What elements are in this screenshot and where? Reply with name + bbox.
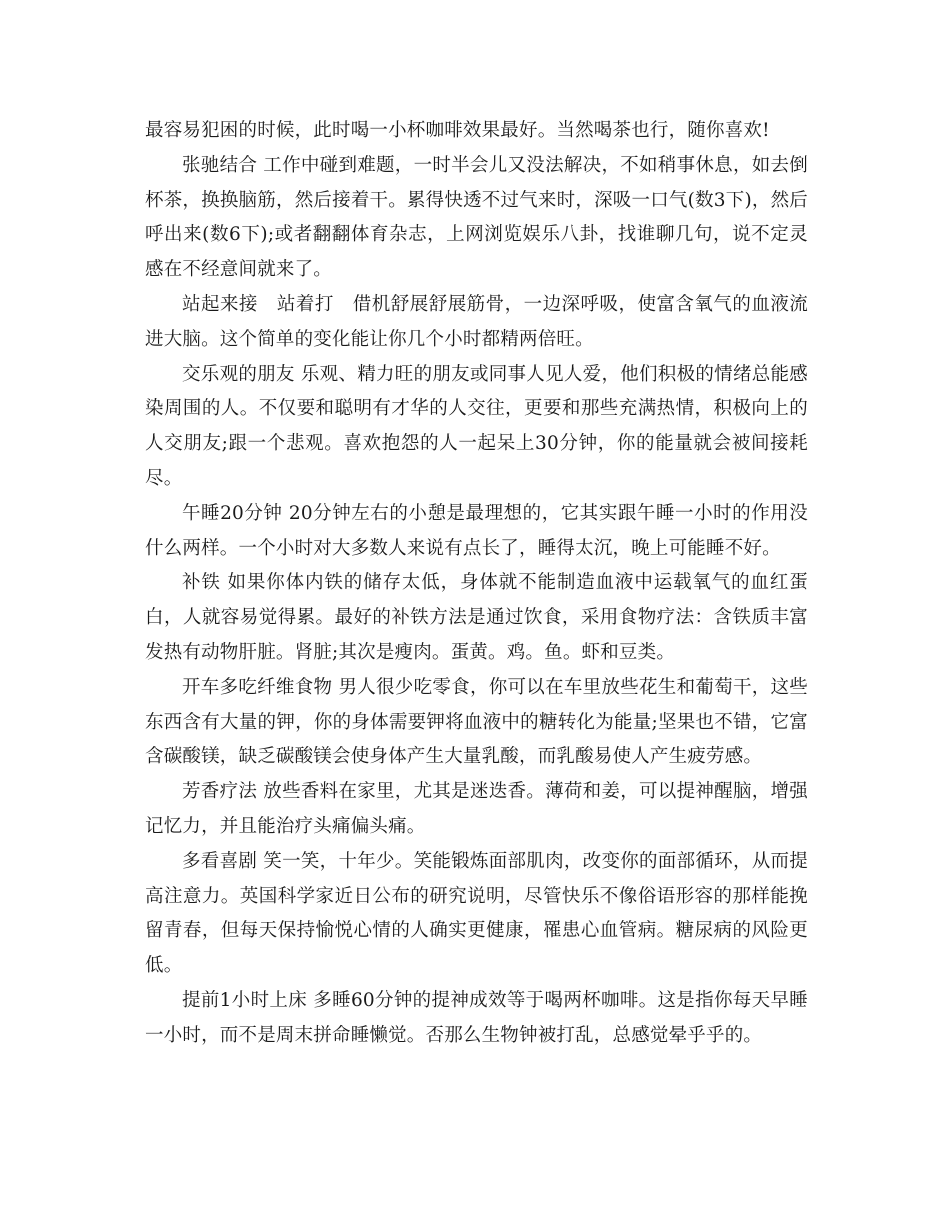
- paragraph-early-bed: 提前1小时上床 多睡60分钟的提神成效等于喝两杯咖啡。这是指你每天早睡一小时，而不是周末拼命睡懒觉。否那么生物钟被打乱，总感觉晕乎乎的。: [145, 989, 808, 1046]
- paragraph-fiber-food: 开车多吃纤维食物 男人很少吃零食，你可以在车里放些花生和葡萄干，这些东西含有大量的钾，你的身体需要钾将血液中的糖转化为能量;坚果也不错，它富含碳酸镁，缺乏碳酸镁会使身体产生大量乳酸，而乳酸易使人产生疲劳感。: [145, 676, 808, 768]
- paragraph-relax: 张驰结合 工作中碰到难题，一时半会儿又没法解决，不如稍事休息，如去倒杯茶，换换脑筋，然后接着干。累得快透不过气来时，深吸一口气(数3下)，然后呼出来(数6下);或者翻翻体育杂志，上网浏览娱乐八卦，找谁聊几句，说不定灵感在不经意间就来了。: [145, 154, 808, 281]
- paragraph-iron: 补铁 如果你体内铁的储存太低，身体就不能制造血液中运载氧气的血红蛋白，人就容易觉得累。最好的补铁方法是通过饮食，采用食物疗法：含铁质丰富发热有动物肝脏。肾脏;其次是瘦肉。蛋黄。鸡。鱼。虾和豆类。: [145, 572, 808, 663]
- document-body: [145, 114, 808, 1054]
- paragraph-stand-up: 站起来接 站着打 借机舒展舒展筋骨，一边深呼吸，使富含氧气的血液流进大脑。这个简单的变化能让你几个小时都精两倍旺。: [145, 293, 808, 350]
- paragraph-comedy: 多看喜剧 笑一笑，十年少。笑能锻炼面部肌肉，改变你的面部循环，从而提高注意力。英国科学家近日公布的研究说明，尽管快乐不像俗语形容的那样能挽留青春，但每天保持愉悦心情的人确实更健康，罹患心血管病。糖尿病的风险更低。: [145, 850, 808, 977]
- paragraph-nap: 午睡20分钟 20分钟左右的小憩是最理想的，它其实跟午睡一小时的作用没什么两样。一个小时对大多数人来说有点长了，睡得太沉，晚上可能睡不好。: [145, 502, 808, 559]
- paragraph-continuation: 最容易犯困的时候，此时喝一小杯咖啡效果最好。当然喝茶也行，随你喜欢!: [145, 120, 770, 141]
- paragraph-aromatherapy: 芳香疗法 放些香料在家里，尤其是迷迭香。薄荷和姜，可以提神醒脑，增强记忆力，并且能治疗头痛偏头痛。: [145, 781, 808, 837]
- paragraph-optimistic-friends: 交乐观的朋友 乐观、精力旺的朋友或同事人见人爱，他们积极的情绪总能感染周围的人。不仅要和聪明有才华的人交往，更要和那些充满热情，积极向上的人交朋友;跟一个悲观。喜欢抱怨的人一起呆上30分钟，你的能量就会被间接耗尽。: [145, 363, 808, 489]
